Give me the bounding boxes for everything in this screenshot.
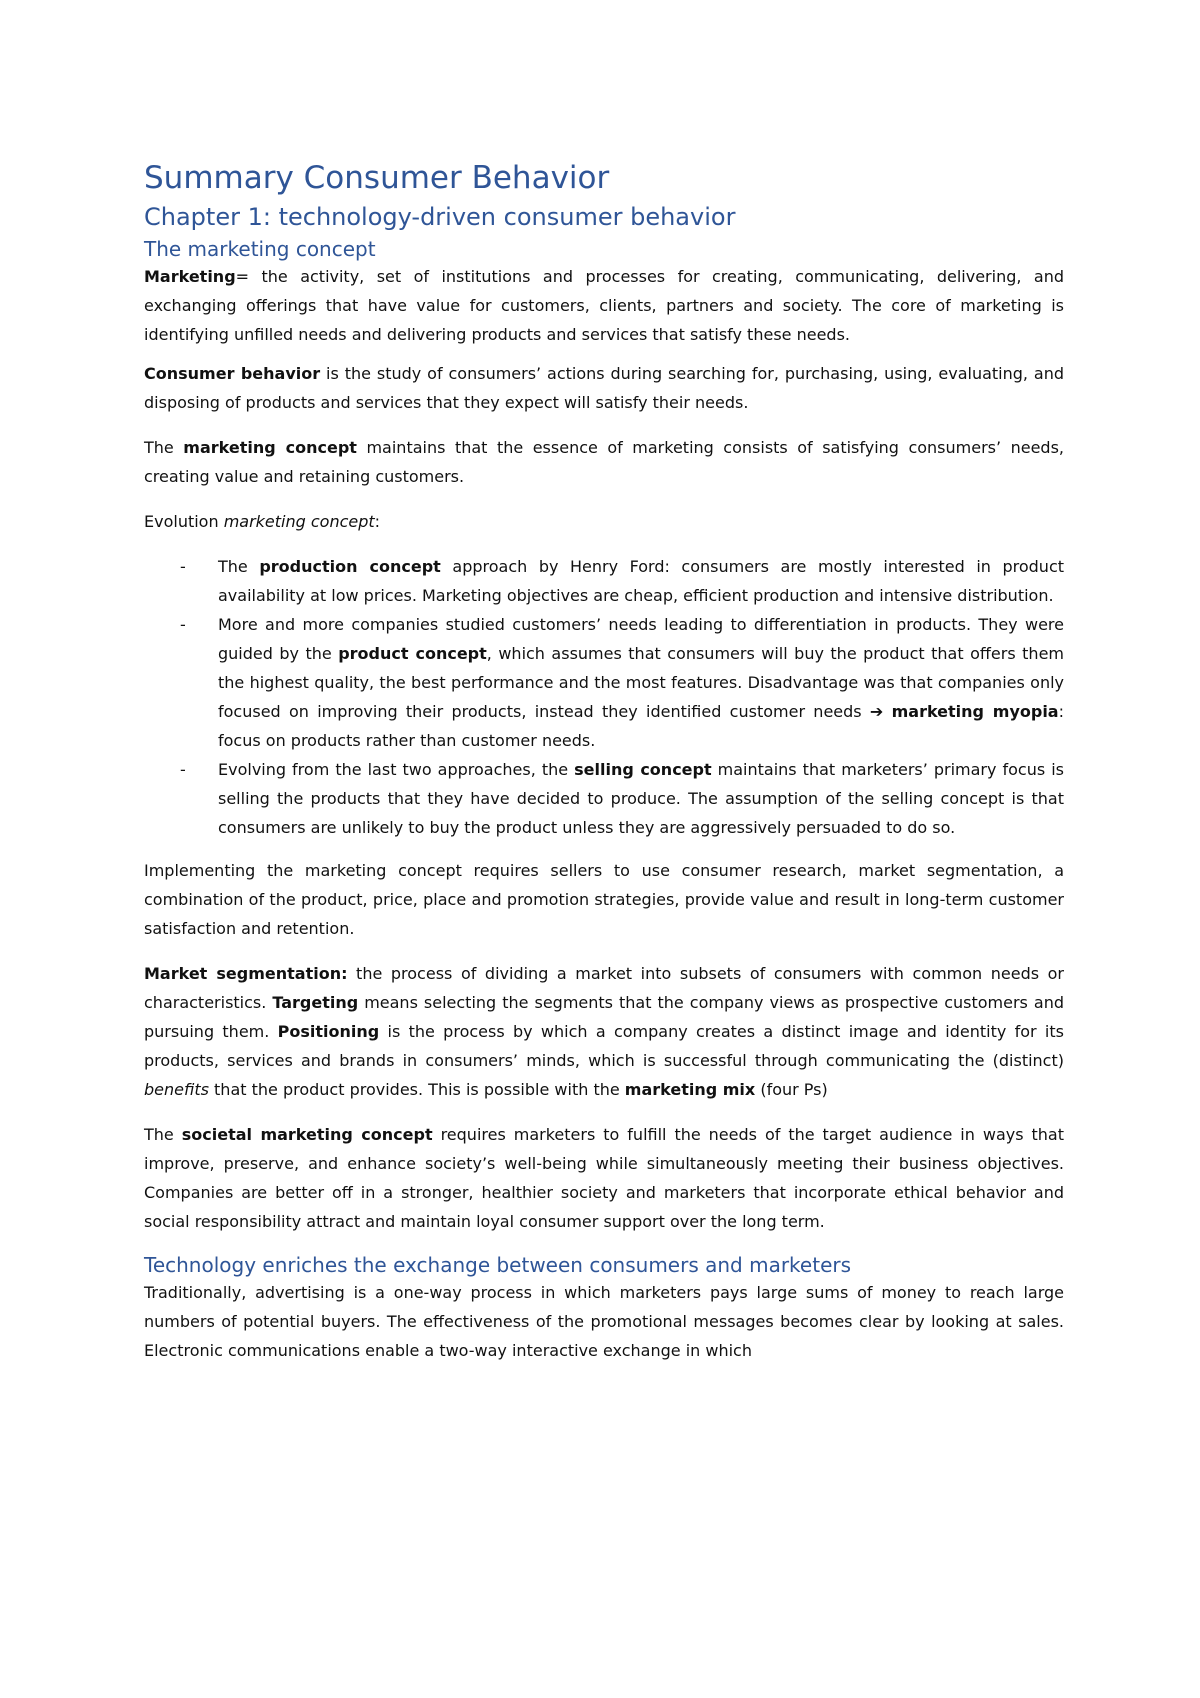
paragraph-segmentation: Market segmentation: the process of dividing a market into subsets of consumers with common needs or characteristics. Targeting means selecting the segments that the company views as prospective customers and pursuing them. Positioning is the process by which a company creates a distinct image and identity for its products, services and brands in consumers’ minds, which is successful through communicating the (distinct) benefits that the product provides. This is possible with the marketing mix (four Ps) xyxy=(144,963,1065,1099)
term-consumer-behavior: Consumer behavior xyxy=(144,363,321,383)
paragraph-marketing-concept: The marketing concept maintains that the essence of marketing consists of satisfying consumers’ needs, creating value and retaining customers. xyxy=(144,437,1064,486)
list-item: - More and more companies studied customers’ needs leading to differentiation in products. They were guided by the product concept, which assumes that consumers will buy the product that offers them the highest quality, the best performance and the most features. Disadvantage was that companies only focused on improving their products, instead they identified customer needs ➔ marketing myopia: focus on products rather than customer needs. xyxy=(144,610,1064,755)
section-heading-marketing-concept: The marketing concept xyxy=(144,236,376,261)
section-heading-technology: Technology enriches the exchange between consumers and marketers xyxy=(144,1252,852,1277)
term-positioning: Positioning xyxy=(277,1021,380,1041)
evolution-list xyxy=(144,552,1064,842)
paragraph-evolution: Evolution marketing concept: xyxy=(144,511,381,531)
dash-bullet: - xyxy=(180,759,186,779)
term-market-segmentation: Market segmentation: xyxy=(144,963,348,983)
list-item: - Evolving from the last two approaches, the selling concept maintains that marketers’ primary focus is selling the products that they have decided to produce. The assumption of the selling concept is that consumers are unlikely to buy the product unless they are aggressively persuaded to do so. xyxy=(144,755,1064,842)
paragraph-societal: The societal marketing concept requires marketers to fulfill the needs of the target audience in ways that improve, preserve, and enhance society’s well-being while simultaneously meeting their business objectives. Companies are better off in a stronger, healthier society and marketers that incorporate ethical behavior and social responsibility attract and maintain loyal consumer support over the long term. xyxy=(144,1124,1065,1231)
term-targeting: Targeting xyxy=(272,992,359,1012)
document-title: Summary Consumer Behavior xyxy=(144,160,610,196)
term-product-concept: product concept xyxy=(338,643,487,663)
arrow-icon: ➔ xyxy=(869,701,884,721)
paragraph-technology: Traditionally, advertising is a one-way process in which marketers pays large sums of money to reach large numbers of potential buyers. The effectiveness of the promotional messages becomes clear by looking at sales. Electronic communications enable a two-way interactive exchange in which xyxy=(144,1282,1064,1360)
term-marketing-concept: marketing concept xyxy=(183,437,357,457)
chapter-heading: Chapter 1: technology-driven consumer behavior xyxy=(144,203,736,232)
term-marketing-myopia: marketing myopia xyxy=(891,701,1059,721)
dash-bullet: - xyxy=(180,614,186,634)
term-production-concept: production concept xyxy=(259,556,441,576)
list-item: - The production concept approach by Henry Ford: consumers are mostly interested in product availability at low prices. Marketing objectives are cheap, efficient production and intensive distribution. xyxy=(144,552,1064,610)
dash-bullet: - xyxy=(180,556,186,576)
term-societal-marketing-concept: societal marketing concept xyxy=(181,1124,433,1144)
term-marketing-mix: marketing mix xyxy=(624,1079,756,1099)
term-marketing: Marketing xyxy=(144,266,236,286)
term-selling-concept: selling concept xyxy=(574,759,712,779)
paragraph-consumer-behavior: Consumer behavior is the study of consumers’ actions during searching for, purchasing, using, evaluating, and disposing of products and services that they expect will satisfy their needs. xyxy=(144,363,1065,412)
paragraph-marketing-definition: Marketing= the activity, set of institutions and processes for creating, communicating, delivering, and exchanging offerings that have value for customers, clients, partners and society. The core of marketing is identifying unfilled needs and delivering products and services that satisfy these needs. xyxy=(144,266,1064,344)
paragraph-implementing: Implementing the marketing concept requires sellers to use consumer research, market segmentation, a combination of the product, price, place and promotion strategies, provide value and result in long-term customer satisfaction and retention. xyxy=(144,860,1064,938)
